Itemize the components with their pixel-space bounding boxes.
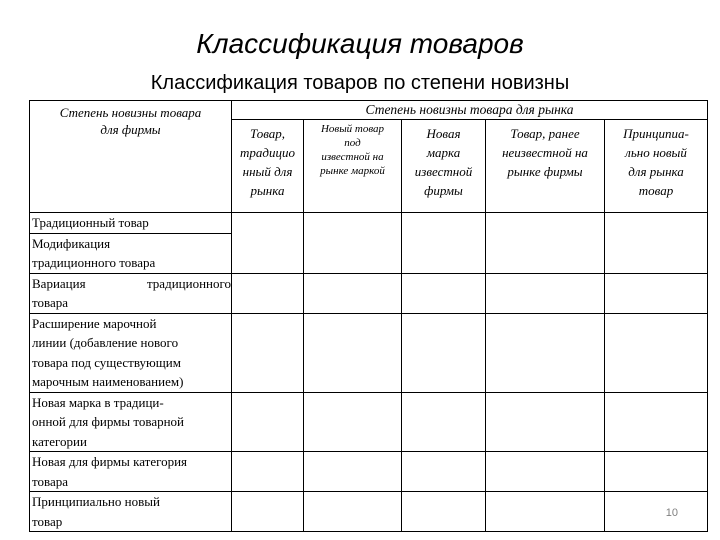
row-label-new-category (30, 452, 232, 492)
table-cell (304, 492, 402, 532)
column-header-new-brand (402, 120, 486, 213)
column-header-line: Новый товар (320, 123, 385, 135)
column-header-fundamentally-new (605, 120, 708, 213)
page-number: 10 (665, 507, 678, 519)
table-cell (304, 313, 402, 392)
row-label-line: Новая для фирмы категория (32, 454, 188, 469)
table-cell (605, 213, 708, 274)
column-header-line: марка (426, 145, 461, 160)
column-header-line: Товар, (249, 126, 286, 141)
table-cell (486, 392, 605, 452)
row-label-line: товара (32, 473, 69, 489)
column-header-line: Принципиа- (623, 126, 689, 141)
header-firm-novelty-line: для фирмы (100, 122, 161, 137)
table-cell (486, 452, 605, 492)
table-cell (402, 492, 486, 532)
row-label-line: категории (32, 433, 87, 449)
table-cell (232, 492, 304, 532)
table-row (30, 392, 708, 452)
table-cell (304, 452, 402, 492)
row-label-line: марочным наименованием) (32, 374, 184, 389)
row-label-line: Расширение марочной (32, 315, 157, 331)
slide-title: Классификация товаров (196, 28, 524, 59)
column-header-traditional (232, 120, 304, 213)
table-cell (232, 213, 304, 274)
table-cell (486, 273, 605, 313)
column-header-line: рынке маркой (320, 165, 385, 177)
table-cell (605, 392, 708, 452)
table-cell (605, 452, 708, 492)
column-header-unknown-firm (486, 120, 605, 213)
table-cell (402, 213, 486, 274)
row-label-traditional (30, 213, 232, 234)
column-header-line: Новая (426, 126, 461, 141)
row-label-line: товара под существующим (32, 354, 181, 370)
row-label-line: товара (32, 295, 69, 310)
table-cell (486, 492, 605, 532)
column-header-known-brand (304, 120, 402, 213)
column-header-line: льно новый (625, 145, 687, 160)
column-header-line: неизвестной на (502, 145, 588, 160)
row-label-line: традиционного товара (32, 255, 156, 270)
row-label-line: Традиционный товар (32, 215, 149, 230)
row-label-line: Модификация (32, 235, 111, 251)
row-label-line: Принципиально новый (32, 494, 160, 509)
column-header-line: известной на (321, 151, 384, 163)
row-label-modification (30, 233, 232, 273)
table-row (30, 313, 708, 392)
table-cell (486, 213, 605, 274)
row-label-line: онной для фирмы товарной (32, 414, 185, 429)
row-label-line: линии (добавление нового (32, 335, 179, 350)
table-row (30, 492, 708, 532)
table-cell (232, 273, 304, 313)
table-cell (232, 392, 304, 452)
table-cell (232, 452, 304, 492)
column-header-line: Товар, ранее (510, 126, 580, 141)
row-label-new-brand (30, 392, 232, 452)
column-header-line: традицио (240, 145, 295, 160)
table-cell (402, 392, 486, 452)
table-cell (605, 492, 708, 532)
table-cell (605, 273, 708, 313)
column-header-line: для рынка (628, 164, 684, 179)
table-cell (486, 313, 605, 392)
header-firm-novelty-line: Степень новизны товара (59, 105, 202, 120)
table-cell (402, 313, 486, 392)
table-row (30, 213, 708, 234)
row-label-brand-line-extension (30, 313, 232, 392)
column-header-line: рынке фирмы (507, 164, 583, 179)
column-header-line: товар (638, 183, 674, 198)
column-header-line: под (344, 137, 361, 149)
novelty-classification-table (29, 100, 708, 532)
column-header-line: нный для (242, 164, 293, 179)
table-cell (402, 273, 486, 313)
column-header-line: фирмы (424, 183, 463, 198)
table-cell (304, 273, 402, 313)
row-label-fundamentally-new (30, 492, 232, 532)
column-header-line: известной (414, 164, 473, 179)
table-cell (402, 452, 486, 492)
column-header-line: рынка (250, 183, 285, 198)
table-cell (304, 392, 402, 452)
table-row (30, 273, 708, 313)
table-cell (304, 213, 402, 274)
row-label-line: Вариация традиционного (32, 275, 231, 291)
table-cell (232, 313, 304, 392)
header-firm-novelty (30, 101, 232, 213)
row-label-line: Новая марка в традици- (32, 394, 164, 410)
row-label-line: товар (32, 513, 63, 529)
table-cell (605, 313, 708, 392)
header-market-novelty: Степень новизны товара для рынка (232, 101, 708, 120)
table-row (30, 452, 708, 492)
row-label-variation (30, 273, 232, 313)
slide-subtitle: Классификация товаров по степени новизны (150, 72, 570, 94)
